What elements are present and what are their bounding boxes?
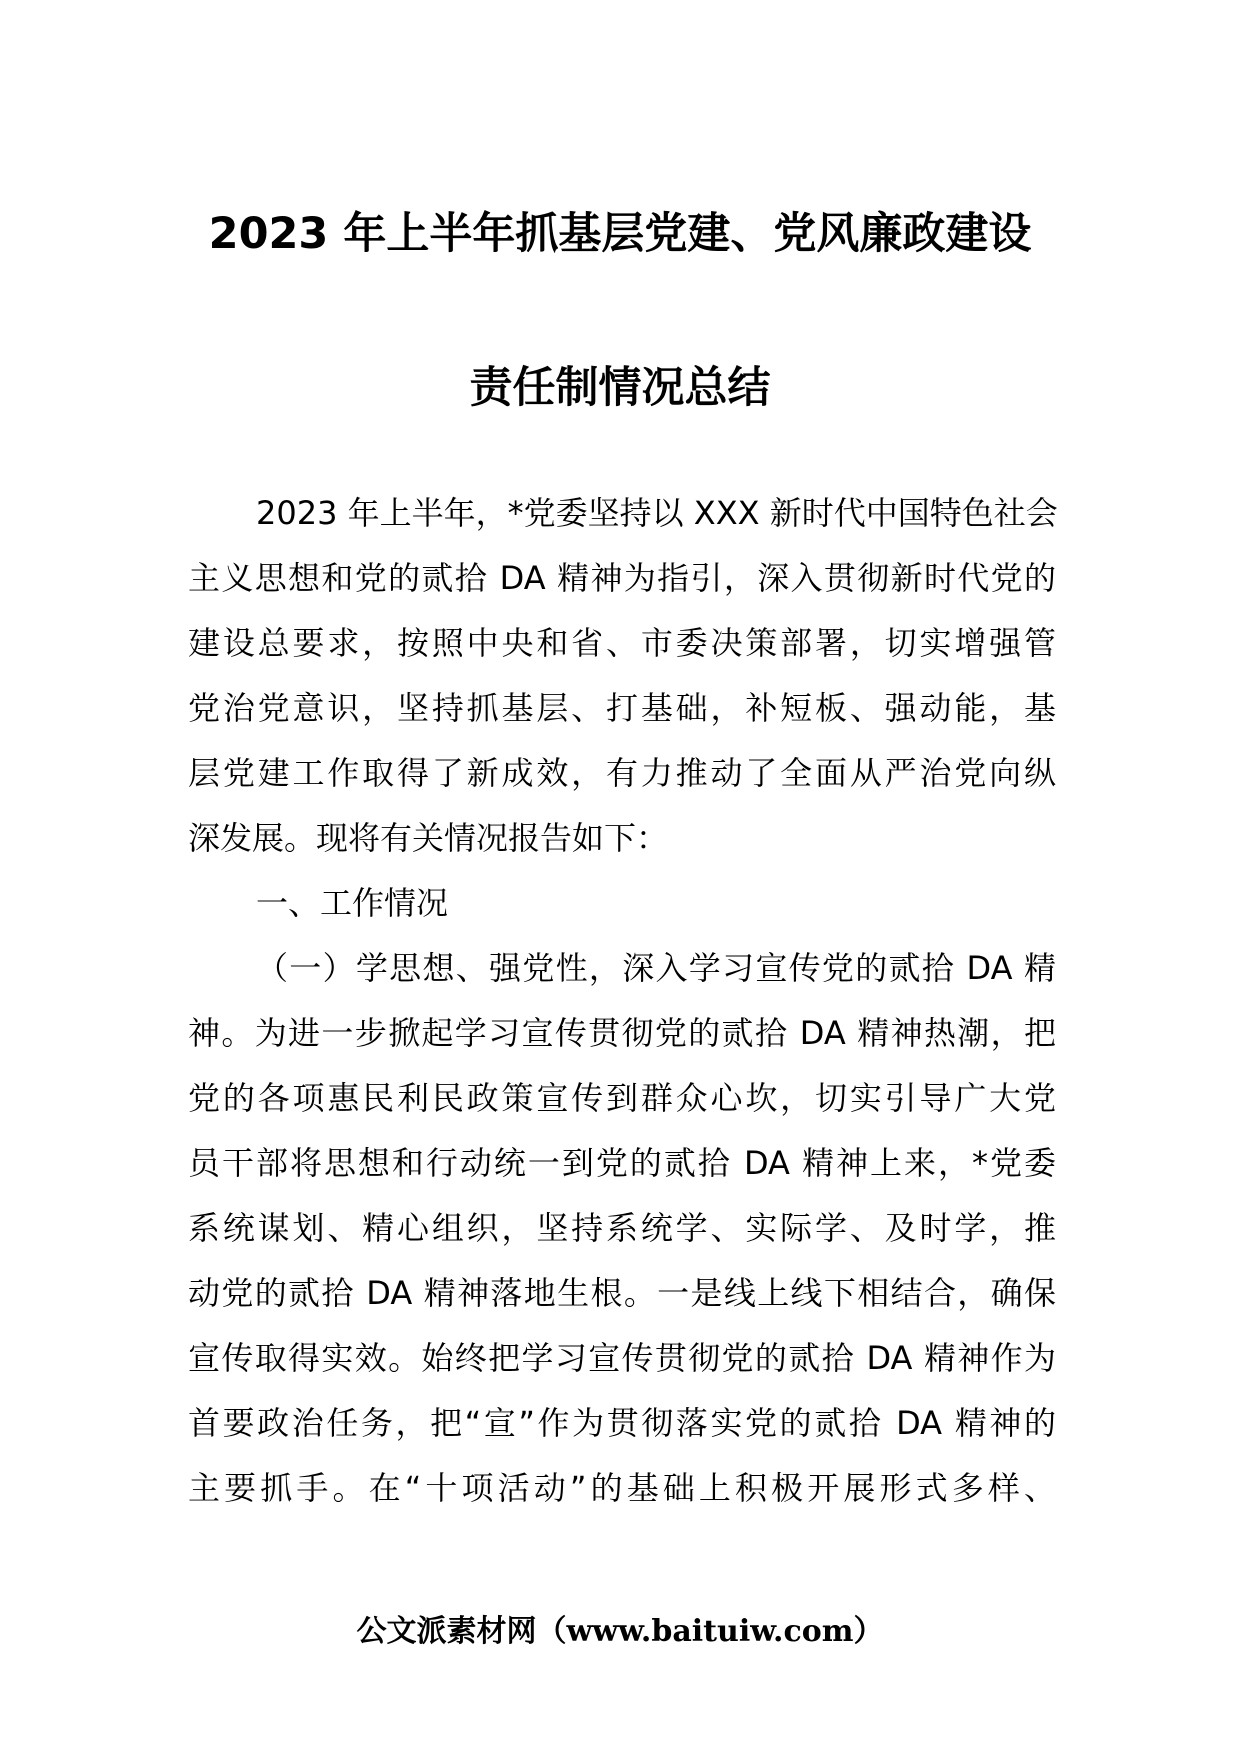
body-line: 主义思想和党的贰拾 DA 精神为指引，深入贯彻新时代党的 — [188, 559, 1056, 597]
body-line: 深发展。现将有关情况报告如下： — [188, 819, 669, 857]
section-heading: 一、工作情况 — [256, 884, 449, 922]
body-line: 党的各项惠民利民政策宣传到群众心坎，切实引导广大党 — [188, 1079, 1056, 1117]
body-line: 党治党意识，坚持抓基层、打基础，补短板、强动能，基 — [188, 689, 1056, 727]
body-line: 神。为进一步掀起学习宣传贯彻党的贰拾 DA 精神热潮，把 — [188, 1014, 1056, 1052]
body-line: 主要抓手。在“十项活动”的基础上积极开展形式多样、 — [188, 1469, 1056, 1507]
body-line: （一）学思想、强党性，深入学习宣传党的贰拾 DA 精 — [256, 949, 1056, 987]
body-line: 2023 年上半年，*党委坚持以 XXX 新时代中国特色社会 — [256, 494, 1058, 532]
body-line: 宣传取得实效。始终把学习宣传贯彻党的贰拾 DA 精神作为 — [188, 1339, 1056, 1377]
body-line: 层党建工作取得了新成效，有力推动了全面从严治党向纵 — [188, 754, 1056, 792]
document-body — [188, 481, 1056, 1521]
body-line: 系统谋划、精心组织，坚持系统学、实际学、及时学，推 — [188, 1209, 1056, 1247]
document-title-line-2: 责任制情况总结 — [469, 363, 771, 413]
body-line: 建设总要求，按照中央和省、市委决策部署，切实增强管 — [188, 624, 1056, 662]
document-title-line-1: 2023 年上半年抓基层党建、党风廉政建设 — [208, 209, 1032, 259]
footer-watermark: 公文派素材网（www.baituiw.com） — [356, 1614, 884, 1649]
body-line: 首要政治任务，把“宣”作为贯彻落实党的贰拾 DA 精神的 — [188, 1404, 1056, 1442]
body-line: 动党的贰拾 DA 精神落地生根。一是线上线下相结合，确保 — [188, 1274, 1056, 1312]
body-line: 员干部将思想和行动统一到党的贰拾 DA 精神上来，*党委 — [188, 1144, 1056, 1182]
